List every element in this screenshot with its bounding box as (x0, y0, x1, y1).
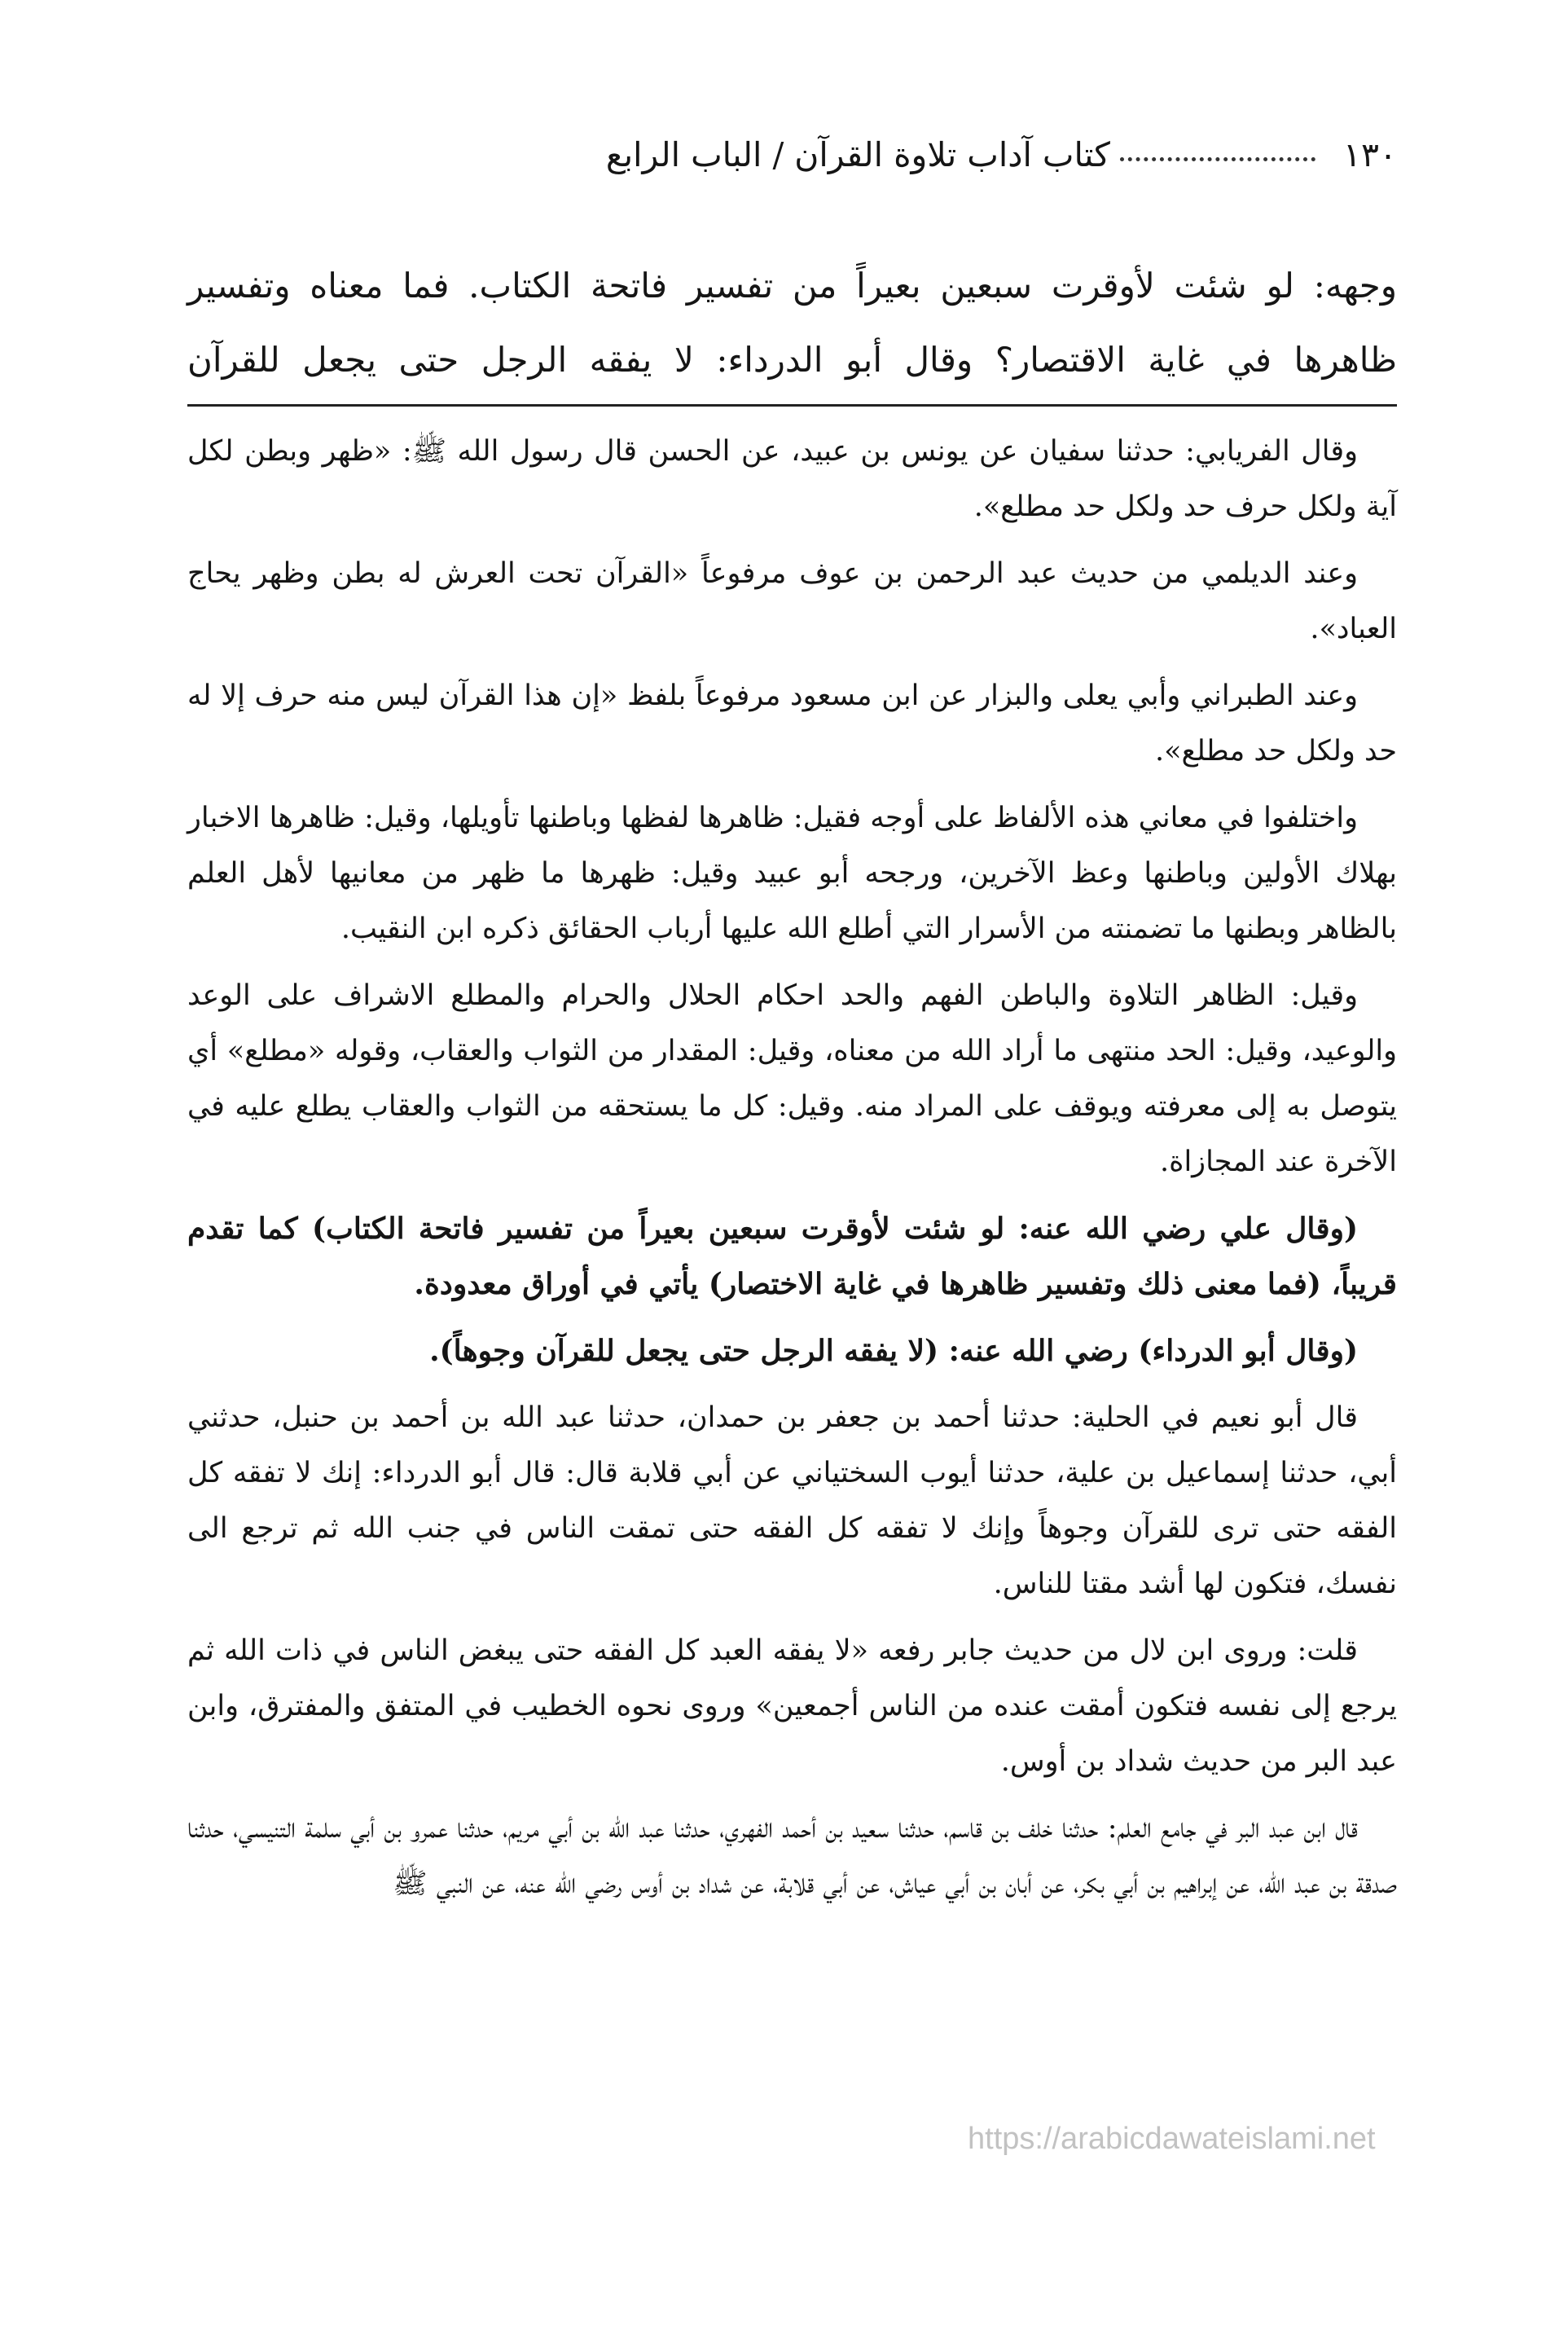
running-title: كتاب آداب تلاوة القرآن / الباب الرابع (605, 135, 1110, 174)
note-paragraph: واختلفوا في معاني هذه الألفاظ على أوجه فقيل: ظاهرها لفظها وباطنها تأويلها، وقيل: ظاهرها الاخبار بهلاك الأولين وباطنها وعظ الآخرين، ورجحه أبو عبيد وقيل: ظهرها ما ظهر من معانيها لأهل العلم بالظاهر وبطنها ما تضمنته من الأسرار التي أطلع الله عليها أرباب الحقائق ذكره ابن النقيب. (187, 802, 1397, 945)
commentary-paragraph: قال ابن عبد البر في جامع العلم: حدثنا خلف بن قاسم، حدثنا سعيد بن أحمد الفهري، حدثنا عبد الله بن أبي مريم، حدثنا عمرو بن أبي سلمة التنيسي، حدثنا صدقة بن عبد الله، عن إبراهيم بن أبي بكر، عن أبان بن أبي عياش، عن أبي قلابة، عن شداد بن أوس رضي الله عنه، عن النبي ﷺ (187, 1812, 1397, 1900)
main-text-line: وجهه: لو شئت لأوقرت سبعين بعيراً من تفسير فاتحة الكتاب. فما معناه وتفسير (187, 266, 1397, 306)
footnotes (187, 424, 1397, 1923)
commentary-paragraph: (وقال علي رضي الله عنه: لو شئت لأوقرت سبعين بعيراً من تفسير فاتحة الكتاب) كما تقدم قريباً، (فما معنى ذلك وتفسير ظاهرها في غاية الاختصار) يأتي في أوراق معدودة. (187, 1212, 1397, 1301)
footnote-separator (187, 404, 1397, 407)
watermark-url: https://arabicdawateislami.net (968, 2122, 1376, 2156)
page-number: ١٣٠ (1342, 135, 1397, 174)
note-paragraph: وقال الفريابي: حدثنا سفيان عن يونس بن عبيد، عن الحسن قال رسول الله ﷺ: «ظهر وبطن لكل آية ولكل حرف حد ولكل حد مطلع». (187, 435, 1397, 523)
main-text (187, 249, 1397, 397)
page-header (187, 130, 1397, 179)
commentary-paragraph: (وقال أبو الدرداء) رضي الله عنه: (لا يفقه الرجل حتى يجعل للقرآن وجوهاً). (429, 1334, 1358, 1368)
main-text-line: ظاهرها في غاية الاقتصار؟ وقال أبو الدرداء: لا يفقه الرجل حتى يجعل للقرآن (187, 340, 1397, 380)
commentary-paragraph: قلت: وروى ابن لال من حديث جابر رفعه «لا يفقه العبد كل الفقه حتى يبغض الناس في ذات الله ثم يرجع إلى نفسه فتكون أمقت عنده من الناس أجمعين» وروى نحوه الخطيب في المتفق والمفترق، وابن عبد البر من حديث شداد بن أوس. (187, 1634, 1397, 1778)
note-paragraph: وعند الديلمي من حديث عبد الرحمن بن عوف مرفوعاً «القرآن تحت العرش له بطن وظهر يحاج العباد». (187, 557, 1397, 645)
note-paragraph: وقيل: الظاهر التلاوة والباطن الفهم والحد احكام الحلال والحرام والمطلع الاشراف على الوعد والوعيد، وقيل: الحد منتهى ما أراد الله من معناه، وقيل: المقدار من الثواب والعقاب، وقوله «مطلع» أي يتوصل به إلى معرفته ويوقف على المراد منه. وقيل: كل ما يستحقه من الثواب والعقاب يطلع عليه في الآخرة عند المجازاة. (187, 979, 1397, 1178)
note-paragraph: وعند الطبراني وأبي يعلى والبزار عن ابن مسعود مرفوعاً بلفظ «إن هذا القرآن ليس منه حرف إلا له حد ولكل حد مطلع». (187, 680, 1397, 768)
commentary-paragraph: قال أبو نعيم في الحلية: حدثنا أحمد بن جعفر بن حمدان، حدثنا عبد الله بن أحمد بن حنبل، حدثني أبي، حدثنا إسماعيل بن علية، حدثنا أيوب السختياني عن أبي قلابة قال: قال أبو الدرداء: إنك لا تفقه كل الفقه حتى ترى للقرآن وجوهاً وإنك لا تفقه كل الفقه حتى تمقت الناس في جنب الله ثم ترجع الى نفسك، فتكون لها أشد مقتا للناس. (187, 1401, 1397, 1600)
header-dot-leader (1120, 157, 1315, 161)
